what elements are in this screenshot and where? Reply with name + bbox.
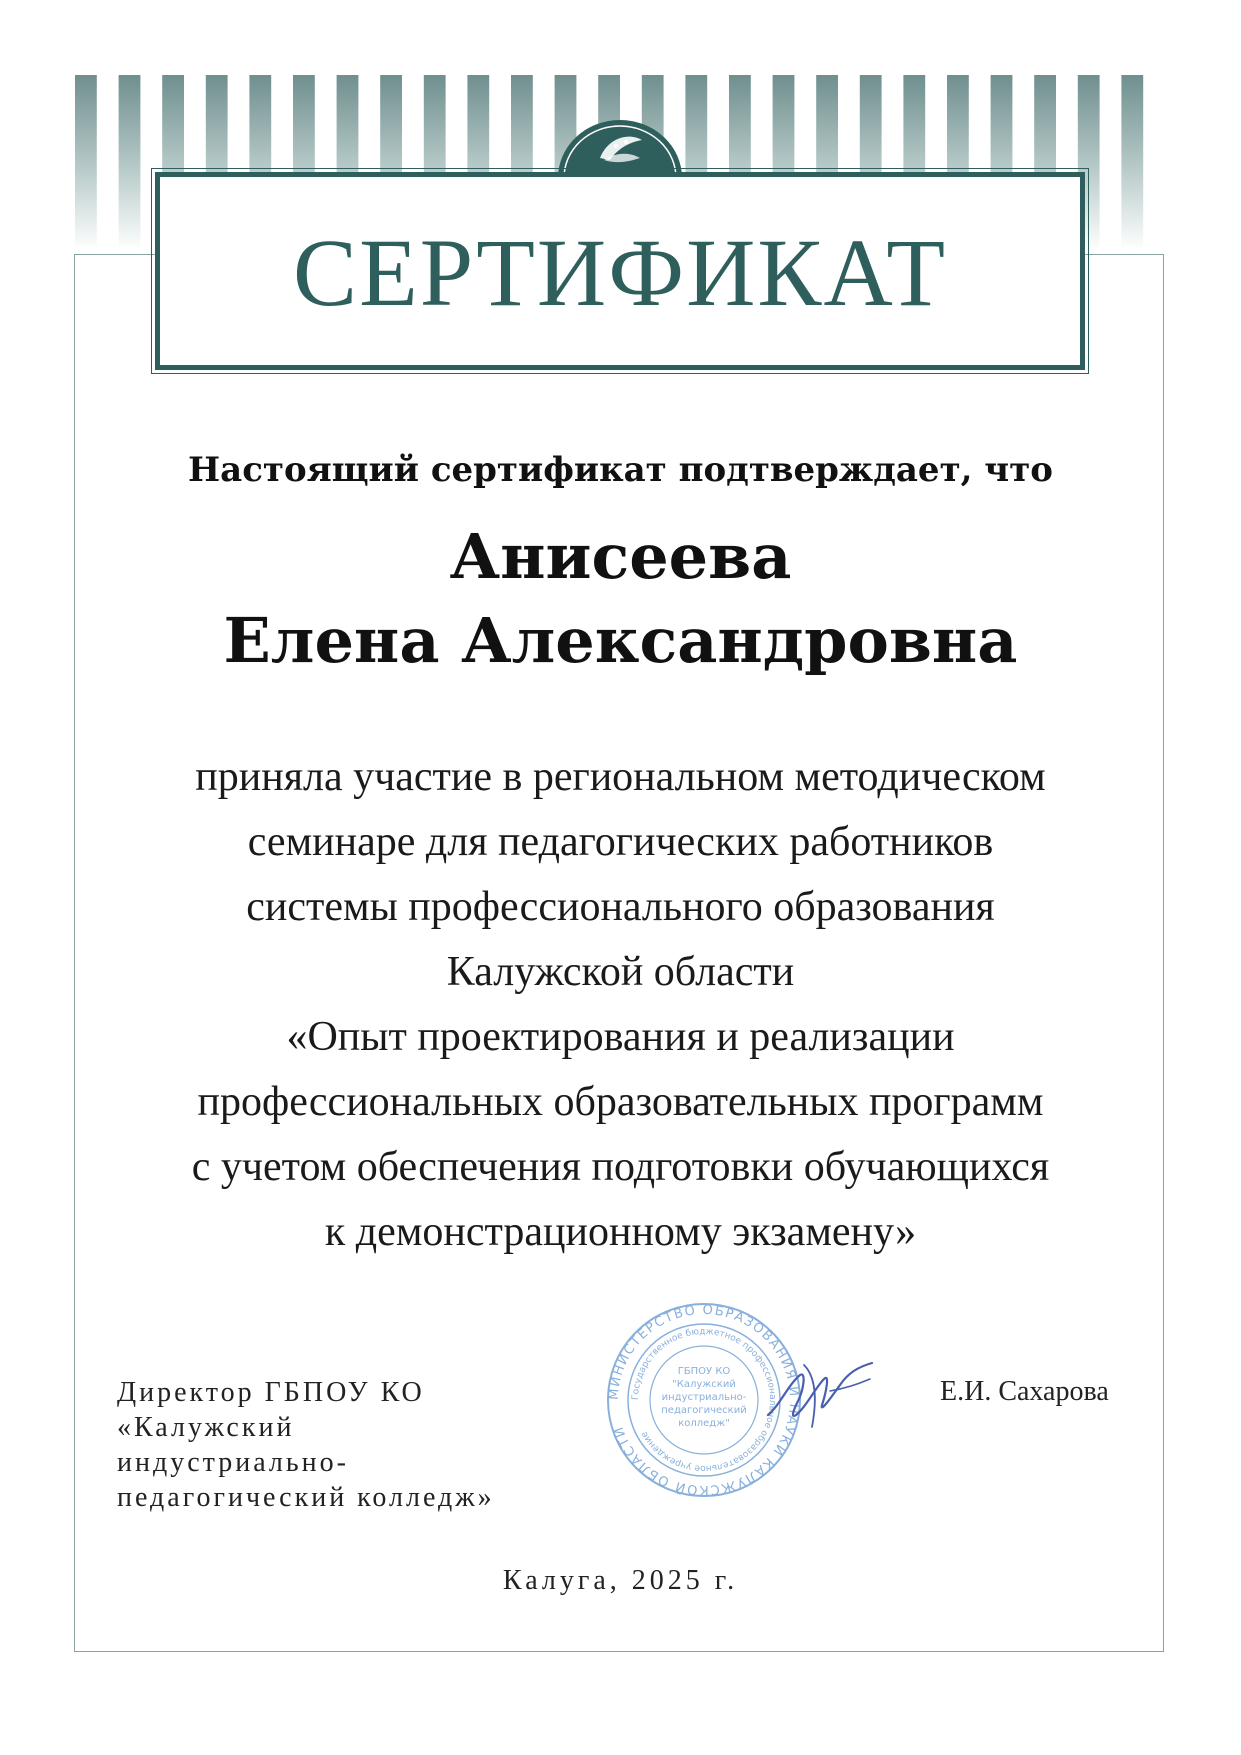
intro-text: Настоящий сертификат подтверждает, что: [188, 450, 1053, 490]
signer-line: индустриально-: [117, 1447, 349, 1478]
body-line: семинаре для педагогических работников: [247, 819, 994, 865]
certificate-body: [0, 745, 1241, 1265]
body-line: «Опыт проектирования и реализации: [286, 1014, 955, 1060]
body-line: профессиональных образовательных программ: [197, 1079, 1044, 1125]
body-line: системы профессионального образования: [246, 884, 995, 930]
recipient-surname: Анисеева: [449, 520, 792, 593]
title-box: [155, 172, 1085, 370]
svg-text:Государственное бюджетное проф: Государственное бюджетное профессиональное образовательное учреждение: [630, 1326, 778, 1474]
signer-name: Е.И. Сахарова: [940, 1376, 1109, 1407]
body-line: с учетом обеспечения подготовки обучающихся: [191, 1144, 1050, 1190]
stripe: [119, 75, 141, 250]
stripe: [75, 75, 97, 250]
signer-position: [117, 1375, 495, 1515]
body-line: приняла участие в региональном методическом: [195, 754, 1046, 800]
signer-line: Директор ГБПОУ КО: [117, 1377, 425, 1408]
svg-text:МИНИСТЕРСТВО ОБРАЗОВАНИЯ И НАУ: МИНИСТЕРСТВО ОБРАЗОВАНИЯ И НАУКИ КАЛУЖСКОЙ ОБЛАСТИ: [606, 1302, 802, 1498]
body-line: Калужской области: [446, 949, 795, 995]
svg-text:ГБПОУ КО"Калужскийиндустриальн: ГБПОУ КО "Калужский индустриально-педагогический колледж": [661, 1366, 747, 1429]
stripe: [1121, 75, 1143, 250]
signature-icon: [760, 1345, 880, 1435]
recipient-name: [0, 515, 1241, 683]
signer-line: педагогический колледж»: [117, 1482, 495, 1513]
certificate-title: СЕРТИФИКАТ: [293, 219, 947, 326]
recipient-given-names: Елена Александровна: [223, 604, 1018, 677]
city-year: Калуга, 2025 г.: [502, 1565, 739, 1596]
body-line: к демонстрационному экзамену»: [324, 1209, 917, 1255]
feather-emblem-icon: [556, 118, 684, 178]
signer-line: «Калужский: [117, 1412, 295, 1443]
